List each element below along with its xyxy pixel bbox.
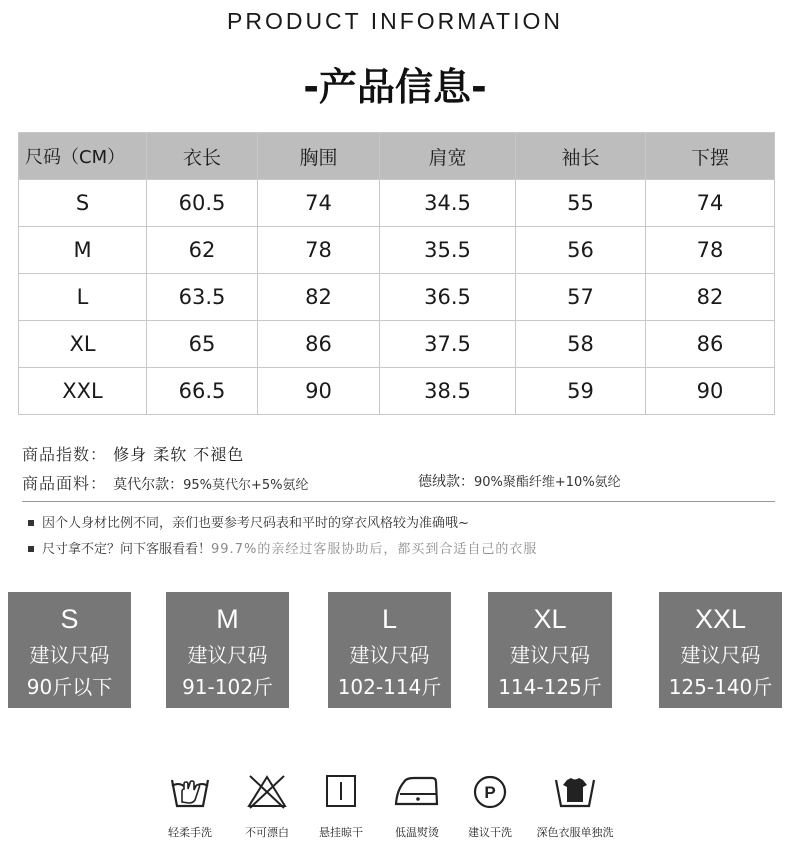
- recommend-box-xxl: [659, 592, 782, 708]
- column-header-hem: 下摆: [646, 133, 775, 180]
- note-service-main: 尺寸拿不定？问下客服看看！: [42, 542, 212, 557]
- hang-dry-icon: [319, 772, 363, 810]
- fabric-velvet-line: [418, 471, 621, 491]
- care-item-wash-separately: [530, 772, 620, 840]
- column-header-size: 尺码（CM）: [19, 133, 147, 180]
- care-label: 低温熨烫: [395, 826, 439, 839]
- product-index-value: 修身 柔软 不褪色: [113, 445, 245, 464]
- column-header-shoulder: 肩宽: [380, 133, 516, 180]
- table-cell: XXL: [19, 368, 147, 415]
- svg-text:P: P: [484, 783, 496, 802]
- table-cell: 78: [646, 227, 775, 274]
- note-fit-text: 因个人身材比例不同，亲们也要参考尺码表和平时的穿衣风格较为准确哦~: [42, 516, 469, 531]
- wash-separately-icon: [552, 772, 598, 810]
- table-cell: M: [19, 227, 147, 274]
- table-cell: XL: [19, 321, 147, 368]
- table-cell: 37.5: [380, 321, 516, 368]
- recommend-label: 建议尺码: [29, 643, 110, 667]
- header-title-en: PRODUCT INFORMATION: [227, 8, 563, 34]
- recommend-size: L: [381, 604, 398, 634]
- table-cell: S: [19, 180, 147, 227]
- dry-clean-icon: [468, 772, 512, 810]
- table-cell: 86: [646, 321, 775, 368]
- care-label: 深色衣服单独洗: [536, 826, 614, 839]
- table-cell: 90: [646, 368, 775, 415]
- table-cell: 59: [516, 368, 646, 415]
- table-cell: 63.5: [147, 274, 258, 321]
- table-cell: L: [19, 274, 147, 321]
- fabric-line: [22, 471, 309, 494]
- recommend-box-s: [8, 592, 131, 708]
- recommend-weight: 91-102斤: [182, 675, 273, 699]
- table-row: [19, 274, 775, 321]
- fabric-velvet-name: 德绒款：: [418, 474, 474, 490]
- table-header-row: [19, 133, 775, 180]
- recommend-box-m: [166, 592, 289, 708]
- table-cell: 86: [258, 321, 380, 368]
- table-cell: 57: [516, 274, 646, 321]
- table-cell: 65: [147, 321, 258, 368]
- low-iron-icon: [392, 772, 442, 810]
- header-title-cn: -产品信息-: [303, 65, 487, 109]
- recommend-size: XL: [533, 604, 567, 634]
- table-cell: 62: [147, 227, 258, 274]
- size-table: [18, 132, 775, 415]
- table-cell: 82: [258, 274, 380, 321]
- recommend-box-l: [328, 592, 451, 708]
- table-row: [19, 321, 775, 368]
- no-bleach-icon: [245, 772, 289, 810]
- note-fit-tip: [28, 512, 469, 531]
- bullet-square-icon: [28, 520, 34, 526]
- product-index-label: 商品指数：: [22, 445, 108, 464]
- column-header-sleeve: 袖长: [516, 133, 646, 180]
- fabric-label: 商品面料：: [22, 474, 108, 493]
- table-cell: 35.5: [380, 227, 516, 274]
- table-cell: 78: [258, 227, 380, 274]
- note-service-tip: [28, 538, 537, 557]
- note-service-gray: 99.7%的亲经过客服协助后，都买到合适自己的衣服: [211, 542, 538, 557]
- care-label: 悬挂晾干: [319, 826, 363, 839]
- recommend-label: 建议尺码: [510, 643, 590, 667]
- table-cell: 82: [646, 274, 775, 321]
- table-cell: 66.5: [147, 368, 258, 415]
- table-row: [19, 180, 775, 227]
- recommend-weight: 114-125斤: [498, 675, 602, 699]
- recommend-box-xl: [488, 592, 612, 708]
- table-cell: 60.5: [147, 180, 258, 227]
- recommend-size: S: [60, 604, 79, 634]
- recommend-size: XXL: [694, 604, 747, 634]
- table-row: [19, 368, 775, 415]
- column-header-chest: 胸围: [258, 133, 380, 180]
- recommend-weight: 90斤以下: [26, 675, 113, 699]
- fabric-modal-name: 莫代尔款：: [113, 477, 184, 493]
- care-label: 轻柔手洗: [168, 826, 212, 839]
- bullet-square-icon: [28, 546, 34, 552]
- recommend-label: 建议尺码: [680, 643, 761, 667]
- recommend-weight: 102-114斤: [337, 675, 442, 699]
- table-cell: 38.5: [380, 368, 516, 415]
- table-cell: 36.5: [380, 274, 516, 321]
- product-index-line: [22, 442, 244, 465]
- table-cell: 74: [258, 180, 380, 227]
- care-label: 建议干洗: [468, 826, 512, 839]
- table-cell: 58: [516, 321, 646, 368]
- table-cell: 90: [258, 368, 380, 415]
- table-cell: 55: [516, 180, 646, 227]
- table-cell: 34.5: [380, 180, 516, 227]
- recommend-size: M: [216, 604, 239, 634]
- table-row: [19, 227, 775, 274]
- care-label: 不可漂白: [245, 826, 289, 839]
- table-cell: 74: [646, 180, 775, 227]
- column-header-length: 衣长: [147, 133, 258, 180]
- recommend-weight: 125-140斤: [668, 675, 773, 699]
- recommend-label: 建议尺码: [349, 643, 430, 667]
- fabric-velvet-value: 90%聚酯纤维+10%氨纶: [474, 475, 621, 490]
- recommend-label: 建议尺码: [187, 643, 268, 667]
- divider-line: [22, 501, 775, 502]
- fabric-modal-value: 95%莫代尔+5%氨纶: [183, 478, 309, 493]
- hand-wash-icon: [168, 772, 212, 810]
- table-cell: 56: [516, 227, 646, 274]
- care-item-dry-clean: [445, 772, 535, 840]
